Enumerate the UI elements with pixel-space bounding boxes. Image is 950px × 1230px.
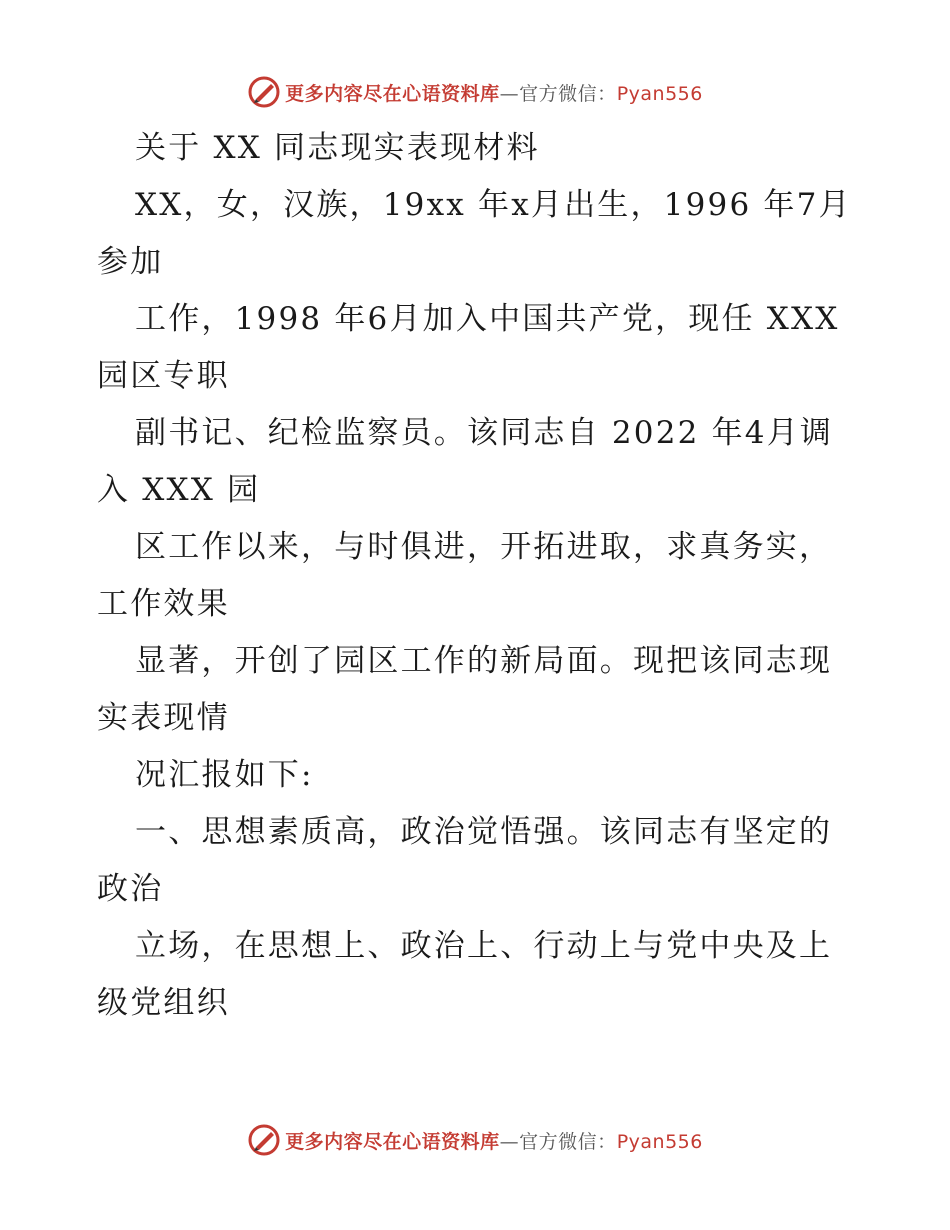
footer-watermark	[0, 1120, 950, 1160]
watermark-content	[247, 1123, 703, 1157]
brand-logo-icon	[247, 1123, 281, 1157]
watermark-wechat-id: Pyan556	[616, 82, 703, 105]
document-line: 工作，1998 年6月加入中国共产党，现任 XXX	[135, 301, 840, 337]
brand-logo-icon	[247, 75, 281, 109]
document-line: 实表现情	[97, 700, 230, 736]
document-line: 园区专职	[97, 358, 230, 394]
document-line: XX，女，汉族，19xx 年x月出生，1996 年7月	[135, 187, 852, 223]
watermark-brand: 更多内容尽在心语资料库	[285, 82, 500, 105]
document-title: 关于 XX 同志现实表现材料	[135, 130, 540, 166]
header-watermark	[0, 72, 950, 112]
document-line: 副书记、纪检监察员。该同志自 2022 年4月调	[135, 415, 834, 451]
document-line: 入 XXX 园	[97, 472, 261, 508]
document-line: 显著，开创了园区工作的新局面。现把该同志现	[135, 643, 833, 679]
watermark-wechat-id: Pyan556	[616, 1130, 703, 1153]
document-line: 级党组织	[97, 985, 230, 1021]
watermark-separator: —	[499, 82, 520, 105]
watermark-content	[247, 75, 703, 109]
watermark-text	[285, 79, 703, 106]
watermark-brand: 更多内容尽在心语资料库	[285, 1130, 500, 1153]
watermark-text	[285, 1127, 703, 1154]
document-line: 政治	[97, 871, 164, 907]
document-line: 参加	[97, 244, 164, 280]
document-line: 况汇报如下:	[135, 757, 314, 793]
document-line: 立场，在思想上、政治上、行动上与党中央及上	[135, 928, 833, 964]
watermark-separator: —	[499, 1130, 520, 1153]
document-line: 一、思想素质高，政治觉悟强。该同志有坚定的	[135, 814, 833, 850]
document-line: 工作效果	[97, 586, 230, 622]
document-body	[97, 120, 857, 1032]
watermark-label: 官方微信：	[519, 1130, 617, 1153]
watermark-label: 官方微信：	[519, 82, 617, 105]
document-line: 区工作以来，与时俱进，开拓进取，求真务实，	[135, 529, 833, 565]
